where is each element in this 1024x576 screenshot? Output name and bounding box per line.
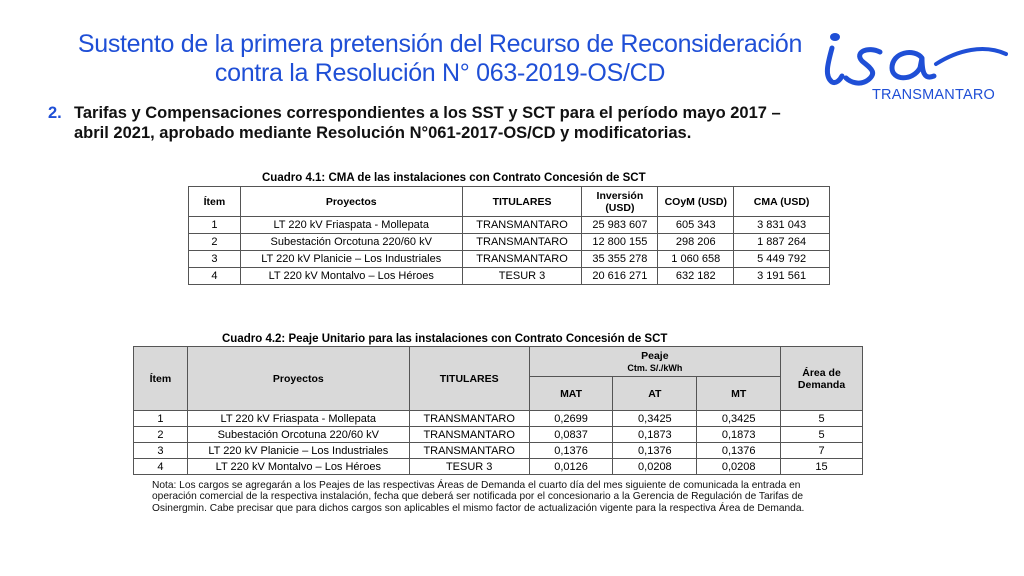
table2-cell: 0,1376 — [529, 443, 613, 459]
table2-header-area: Área de Demanda — [781, 347, 863, 411]
table2-cell: Subestación Orcotuna 220/60 kV — [187, 427, 409, 443]
table1-cell: 3 191 561 — [734, 268, 830, 285]
logo-subtitle: TRANSMANTARO — [872, 87, 995, 103]
table1-cell: 1 — [189, 217, 241, 234]
table1-cell: 20 616 271 — [582, 268, 658, 285]
table2-cell: 7 — [781, 443, 863, 459]
table2-cell: 4 — [134, 459, 188, 475]
table2-cell: 0,0837 — [529, 427, 613, 443]
table2-body — [134, 411, 863, 475]
point-number: 2. — [48, 104, 62, 122]
table2-cell: 2 — [134, 427, 188, 443]
slide-title-line1: Sustento de la primera pretensión del Recurso de Reconsideración — [77, 30, 803, 58]
table2-cell: 0,1873 — [697, 427, 781, 443]
table1-header-cma: CMA (USD) — [734, 187, 830, 217]
table2-header-titulares: TITULARES — [409, 347, 529, 411]
table1-cell: TRANSMANTARO — [462, 234, 582, 251]
table2-header-mat: MAT — [529, 377, 613, 411]
table1-cell: 298 206 — [658, 234, 734, 251]
table2-row — [134, 411, 863, 427]
table2-cell: LT 220 kV Montalvo – Los Héroes — [187, 459, 409, 475]
table2-cell: 3 — [134, 443, 188, 459]
table1-cell: 35 355 278 — [582, 251, 658, 268]
table1-cell: 5 449 792 — [734, 251, 830, 268]
table2-cell: 5 — [781, 411, 863, 427]
table1-cell: 12 800 155 — [582, 234, 658, 251]
table2-header-item: Ítem — [134, 347, 188, 411]
table1-cell: 605 343 — [658, 217, 734, 234]
table2-cell: 0,0126 — [529, 459, 613, 475]
table2-row — [134, 427, 863, 443]
numbered-point — [48, 103, 948, 143]
table2-peaje — [133, 346, 863, 475]
table2-header-mt: MT — [697, 377, 781, 411]
table2-cell: 0,0208 — [613, 459, 697, 475]
table2-cell: 0,1873 — [613, 427, 697, 443]
table1-cell: TRANSMANTARO — [462, 251, 582, 268]
table1-header-coym: COyM (USD) — [658, 187, 734, 217]
table1-cell: TESUR 3 — [462, 268, 582, 285]
table2-cell: LT 220 kV Friaspata - Mollepata — [187, 411, 409, 427]
table2-cell: 0,3425 — [613, 411, 697, 427]
slide-title — [20, 30, 860, 88]
table2-header-proyectos: Proyectos — [187, 347, 409, 411]
point-text-line2: abril 2021, aprobado mediante Resolución N°061-2017-OS/CD y modificatorias. — [74, 124, 692, 142]
table2-cell: TESUR 3 — [409, 459, 529, 475]
table1-header-titulares: TITULARES — [462, 187, 582, 217]
table1-header-proyectos: Proyectos — [240, 187, 462, 217]
table2-caption: Cuadro 4.2: Peaje Unitario para las instalaciones con Contrato Concesión de SCT — [222, 333, 668, 345]
table1-cell: TRANSMANTARO — [462, 217, 582, 234]
table2-cell: 0,1376 — [697, 443, 781, 459]
table1-cell: 2 — [189, 234, 241, 251]
table2-header-peaje-label: Peaje — [641, 349, 669, 362]
table2-header-peaje — [529, 347, 780, 377]
table1-cma — [188, 186, 830, 285]
table2-cell: 0,3425 — [697, 411, 781, 427]
table1-row — [189, 268, 830, 285]
table1-cell: 4 — [189, 268, 241, 285]
table2-cell: TRANSMANTARO — [409, 443, 529, 459]
table2-note: Nota: Los cargos se agregarán a los Peajes de las respectivas Áreas de Demanda el cuarto día del mes siguiente de comunicada la entrada en operación comercial de la respectiva instalación, fecha que deberá ser notificada por el concesionario a la Gerencia de Regulación de Tarifas de Osinergmin. Cabe precisar que para dichos cargos son aplicables el mismo factor de actualización vigente para la respectiva Área de Demanda. — [152, 480, 805, 514]
table1-caption: Cuadro 4.1: CMA de las instalaciones con Contrato Concesión de SCT — [262, 172, 646, 184]
table1-row — [189, 234, 830, 251]
table2-cell: 0,1376 — [613, 443, 697, 459]
table2-row — [134, 459, 863, 475]
table1-cell: Subestación Orcotuna 220/60 kV — [240, 234, 462, 251]
table1-cell: LT 220 kV Montalvo – Los Héroes — [240, 268, 462, 285]
table2-cell: 0,0208 — [697, 459, 781, 475]
table2-cell: 15 — [781, 459, 863, 475]
table1-header-inversion: Inversión (USD) — [582, 187, 658, 217]
table1-cell: 1 060 658 — [658, 251, 734, 268]
table1-header-row — [189, 187, 830, 217]
table1-cell: 1 887 264 — [734, 234, 830, 251]
table1-cell: LT 220 kV Friaspata - Mollepata — [240, 217, 462, 234]
table1-row — [189, 217, 830, 234]
table1-row — [189, 251, 830, 268]
table1-cell: 3 831 043 — [734, 217, 830, 234]
table1-body — [189, 217, 830, 285]
table2-header-row1 — [134, 347, 863, 377]
table2-header-at: AT — [613, 377, 697, 411]
table2-cell: 1 — [134, 411, 188, 427]
table1-cell: 25 983 607 — [582, 217, 658, 234]
table1-cell: LT 220 kV Planicie – Los Industriales — [240, 251, 462, 268]
table1-header-item: Ítem — [189, 187, 241, 217]
table1-cell: 3 — [189, 251, 241, 268]
table2-cell: TRANSMANTARO — [409, 427, 529, 443]
table2-cell: TRANSMANTARO — [409, 411, 529, 427]
table2-header-peaje-unit: Ctm. S/./kWh — [627, 362, 683, 373]
table2-cell: LT 220 kV Planicie – Los Industriales — [187, 443, 409, 459]
point-text-line1: Tarifas y Compensaciones correspondientes a los SST y SCT para el período mayo 2017 – — [74, 104, 781, 122]
table1-cell: 632 182 — [658, 268, 734, 285]
slide-title-line2: contra la Resolución N° 063-2019-OS/CD — [214, 59, 666, 87]
table2-row — [134, 443, 863, 459]
table2-cell: 0,2699 — [529, 411, 613, 427]
table2-cell: 5 — [781, 427, 863, 443]
